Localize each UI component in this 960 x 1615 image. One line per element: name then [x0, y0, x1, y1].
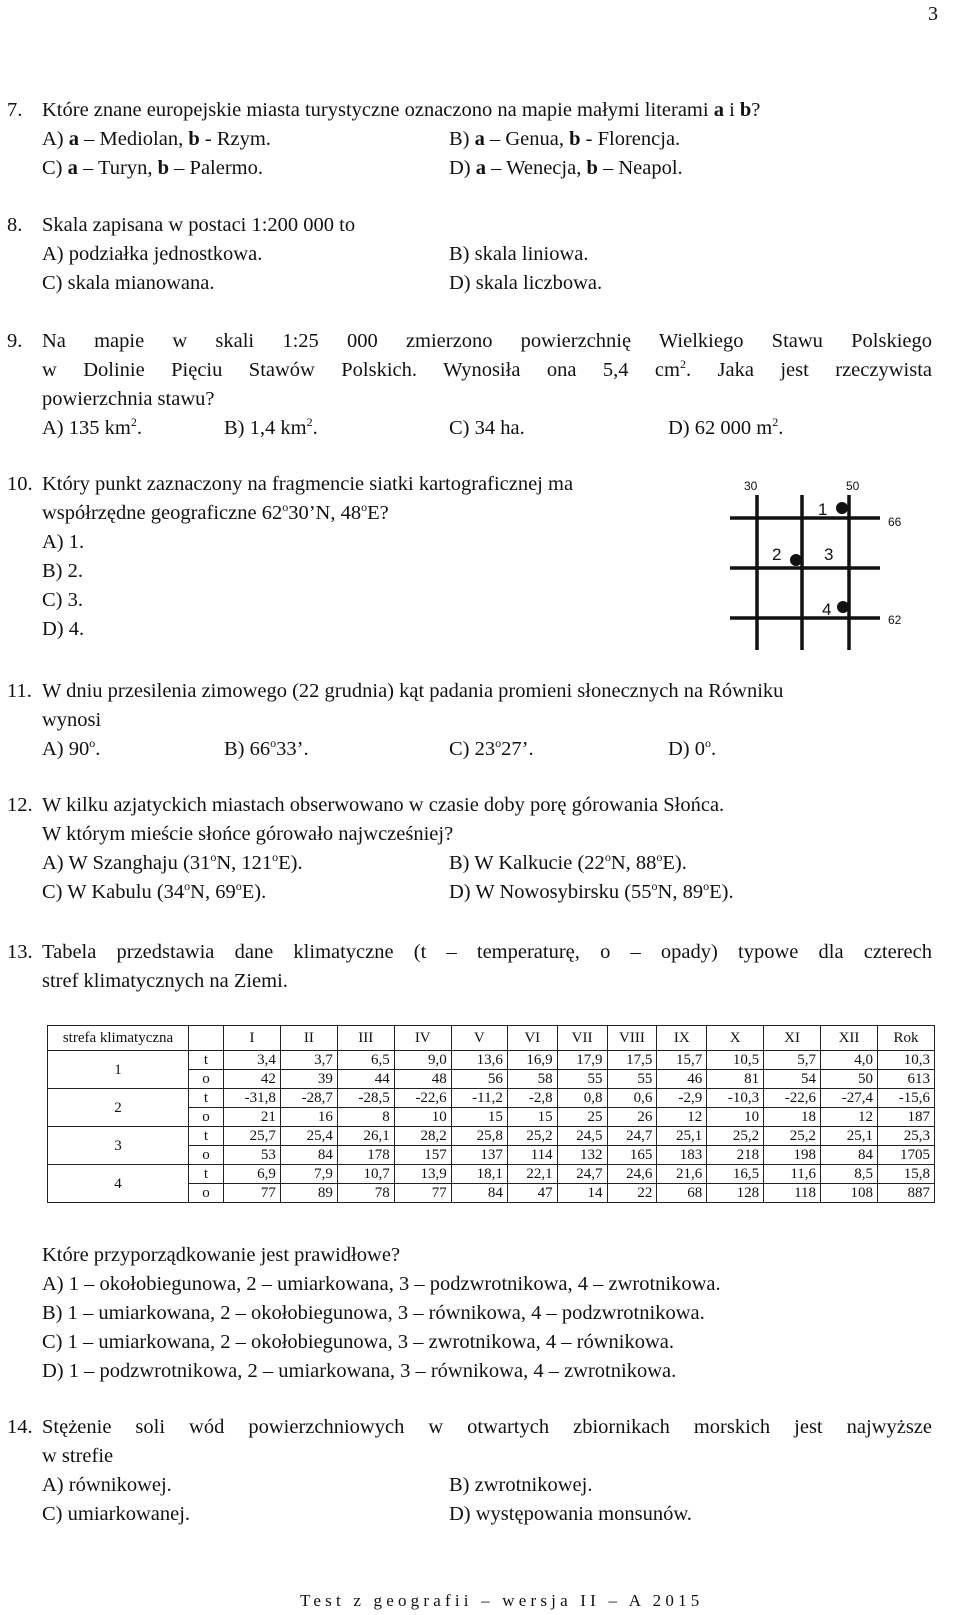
table-cell: -15,6 [877, 1089, 934, 1108]
option-d: D) 0$^o$. [668, 736, 717, 760]
table-cell: 53 [224, 1146, 281, 1165]
table-cell: 15 [507, 1108, 557, 1127]
option-d: D) 62 000 $m^2$. [668, 415, 784, 439]
table-cell: 887 [877, 1184, 934, 1203]
table-cell: 3,4 [224, 1051, 281, 1070]
point-4-label: 4 [822, 600, 832, 619]
table-cell: -2,9 [657, 1089, 707, 1108]
table-header-cell: VI [507, 1026, 557, 1051]
table-cell: 25,3 [877, 1127, 934, 1146]
point-2-marker [790, 554, 802, 566]
option-a: A) 1. [42, 531, 85, 553]
question-number: 9. [7, 330, 23, 352]
zone-number-cell: 1 [48, 1051, 189, 1089]
table-cell: 24,7 [557, 1165, 607, 1184]
option-b: B) a – Genua, b - Florencja. [449, 128, 681, 150]
table-cell: 613 [877, 1070, 934, 1089]
table-cell: -11,2 [451, 1089, 507, 1108]
table-cell: 22 [607, 1184, 657, 1203]
temperature-label-cell: t [189, 1165, 224, 1184]
table-row [48, 1165, 935, 1184]
option-c: C) umiarkowanej. [42, 1503, 191, 1525]
grid-label-right-top: 66 [888, 515, 902, 529]
precipitation-label-cell: o [189, 1070, 224, 1089]
table-cell: 25,2 [764, 1127, 821, 1146]
table-cell: 7,9 [280, 1165, 337, 1184]
table-cell: 12 [821, 1108, 878, 1127]
question-7 [7, 96, 932, 183]
table-cell: 58 [507, 1070, 557, 1089]
table-cell: 25,7 [224, 1127, 281, 1146]
question-text-line-1: W kilku azjatyckich miastach obserwowano w czasie doby porę górowania Słońca. [42, 794, 725, 816]
table-cell: -2,8 [507, 1089, 557, 1108]
option-d: D) 4. [42, 618, 85, 640]
grid-label-right-bottom: 62 [888, 613, 902, 627]
table-cell: 16,9 [507, 1051, 557, 1070]
question-number: 8. [7, 214, 23, 236]
table-cell: 132 [557, 1146, 607, 1165]
table-cell: 54 [764, 1070, 821, 1089]
point-1-label: 1 [818, 500, 828, 519]
table-cell: 183 [657, 1146, 707, 1165]
question-13-answers [36, 1241, 932, 1386]
question-11 [7, 677, 932, 764]
table-cell: 9,0 [394, 1051, 451, 1070]
table-cell: 55 [607, 1070, 657, 1089]
table-row [48, 1051, 935, 1070]
cartographic-grid-figure [730, 478, 930, 658]
question-number: 11. [7, 680, 32, 702]
table-cell: 24,5 [557, 1127, 607, 1146]
table-header-cell [189, 1026, 224, 1051]
question-text-line-1: Stężenie soli wód powierzchniowych w otwartych zbiornikach morskich jest najwyższe [42, 1416, 932, 1438]
page-footer: Test z geografii – wersja II – A 2015 [300, 1591, 704, 1610]
table-cell: -28,7 [280, 1089, 337, 1108]
table-cell: 26 [607, 1108, 657, 1127]
table-cell: 17,9 [557, 1051, 607, 1070]
table-cell: 78 [337, 1184, 394, 1203]
temperature-label-cell: t [189, 1051, 224, 1070]
table-cell: 15,8 [877, 1165, 934, 1184]
table-cell: 15,7 [657, 1051, 707, 1070]
question-text-line-1: Który punkt zaznaczony na fragmencie siatki kartograficznej ma [42, 473, 574, 495]
table-header-cell: VIII [607, 1026, 657, 1051]
table-cell: 25,1 [821, 1127, 878, 1146]
question-number: 13. [7, 941, 33, 963]
table-cell: 11,6 [764, 1165, 821, 1184]
table-cell: 187 [877, 1108, 934, 1127]
table-cell: 24,7 [607, 1127, 657, 1146]
table-cell: 25,8 [451, 1127, 507, 1146]
table-cell: 3,7 [280, 1051, 337, 1070]
table-cell: 0,6 [607, 1089, 657, 1108]
grid-lines [730, 495, 880, 650]
option-c: C) 1 – umiarkowana, 2 – okołobiegunowa, 3 – zwrotnikowa, 4 – równikowa. [42, 1331, 674, 1353]
table-header-cell: I [224, 1026, 281, 1051]
option-b: B) 66$^o$33’. [224, 736, 309, 760]
option-b: B) skala liniowa. [449, 243, 589, 265]
zone-number-cell: 2 [48, 1089, 189, 1127]
option-a: A) 135 $km^2$. [42, 415, 142, 439]
temperature-label-cell: t [189, 1127, 224, 1146]
option-b: B) zwrotnikowej. [449, 1474, 593, 1496]
table-cell: 8 [337, 1108, 394, 1127]
table-cell: 89 [280, 1184, 337, 1203]
point-3-label: 3 [824, 545, 834, 564]
table-cell: 16,5 [707, 1165, 764, 1184]
table-cell: -10,3 [707, 1089, 764, 1108]
table-cell: 26,1 [337, 1127, 394, 1146]
table-cell: 6,5 [337, 1051, 394, 1070]
option-c: C) a – Turyn, b – Palermo. [42, 157, 263, 179]
table-cell: 1705 [877, 1146, 934, 1165]
table-cell: 25,2 [507, 1127, 557, 1146]
temperature-label-cell: t [189, 1089, 224, 1108]
question-text-line-2: stref klimatycznych na Ziemi. [42, 970, 288, 992]
table-cell: 16 [280, 1108, 337, 1127]
question-13 [7, 938, 932, 996]
table-cell: 8,5 [821, 1165, 878, 1184]
option-c: C) W Kabulu (34$^o$N, 69$^o$E). [42, 879, 267, 903]
question-number: 7. [7, 99, 23, 121]
option-b: B) 1 – umiarkowana, 2 – okołobiegunowa, 3 – równikowa, 4 – podzwrotnikowa. [42, 1302, 705, 1324]
table-cell: 77 [224, 1184, 281, 1203]
table-cell: -22,6 [764, 1089, 821, 1108]
table-cell: 4,0 [821, 1051, 878, 1070]
table-cell: 128 [707, 1184, 764, 1203]
table-cell: 42 [224, 1070, 281, 1089]
question-prompt: Które przyporządkowanie jest prawidłowe? [42, 1244, 401, 1266]
question-number: 12. [7, 794, 33, 816]
precipitation-label-cell: o [189, 1108, 224, 1127]
table-cell: 68 [657, 1184, 707, 1203]
table-cell: 25,4 [280, 1127, 337, 1146]
table-cell: 44 [337, 1070, 394, 1089]
table-cell: 18 [764, 1108, 821, 1127]
table-header-cell: II [280, 1026, 337, 1051]
table-header-cell: VII [557, 1026, 607, 1051]
option-a: A) a – Mediolan, b - Rzym. [42, 128, 271, 150]
table-cell: 10,5 [707, 1051, 764, 1070]
table-cell: -28,5 [337, 1089, 394, 1108]
page-number: 3 [928, 3, 938, 25]
question-9 [7, 327, 932, 443]
table-cell: -31,8 [224, 1089, 281, 1108]
option-a: A) W Szanghaju (31$^o$N, 121$^o$E). [42, 850, 303, 874]
table-header-cell: strefa klimatyczna [48, 1026, 189, 1051]
option-d: D) 1 – podzwrotnikowa, 2 – umiarkowana, 3 – równikowa, 4 – zwrotnikowa. [42, 1360, 677, 1382]
question-number: 14. [7, 1416, 33, 1438]
option-a: A) 90$^o$. [42, 736, 101, 760]
zone-number-cell: 4 [48, 1165, 189, 1203]
option-d: D) skala liczbowa. [449, 272, 603, 294]
question-text: Skala zapisana w postaci 1:200 000 to [42, 214, 356, 236]
precipitation-label-cell: o [189, 1146, 224, 1165]
table-cell: 12 [657, 1108, 707, 1127]
table-cell: 77 [394, 1184, 451, 1203]
table-cell: 21,6 [657, 1165, 707, 1184]
precipitation-label-cell: o [189, 1184, 224, 1203]
table-cell: 17,5 [607, 1051, 657, 1070]
option-d: D) a – Wenecja, b – Neapol. [449, 157, 683, 179]
table-cell: 165 [607, 1146, 657, 1165]
point-4-marker [837, 601, 849, 613]
table-header-cell: Rok [877, 1026, 934, 1051]
table-cell: 55 [557, 1070, 607, 1089]
question-text-line-2: wynosi [42, 709, 102, 731]
option-a: A) podziałka jednostkowa. [42, 243, 263, 265]
table-cell: 157 [394, 1146, 451, 1165]
question-text-line-1: W dniu przesilenia zimowego (22 grudnia) kąt padania promieni słonecznych na Równiku [42, 680, 784, 702]
table-cell: 218 [707, 1146, 764, 1165]
question-14 [7, 1413, 932, 1529]
table-cell: 10 [707, 1108, 764, 1127]
table-header-cell: X [707, 1026, 764, 1051]
table-cell: 13,6 [451, 1051, 507, 1070]
table-cell: 18,1 [451, 1165, 507, 1184]
table-cell: 39 [280, 1070, 337, 1089]
option-b: B) 2. [42, 560, 83, 582]
table-row [48, 1127, 935, 1146]
option-c: C) 34 ha. [449, 417, 525, 439]
point-1-marker [836, 502, 848, 514]
grid-label-top-right: 50 [846, 479, 860, 493]
table-cell: 10,7 [337, 1165, 394, 1184]
table-cell: 13,9 [394, 1165, 451, 1184]
table-cell: 10 [394, 1108, 451, 1127]
option-c: C) skala mianowana. [42, 272, 215, 294]
table-header-cell: III [337, 1026, 394, 1051]
question-number: 10. [7, 473, 33, 495]
table-cell: 24,6 [607, 1165, 657, 1184]
table-cell: 25,1 [657, 1127, 707, 1146]
table-cell: -27,4 [821, 1089, 878, 1108]
question-text-line-1: Na mapie w skali 1:25 000 zmierzono powierzchnię Wielkiego Stawu Polskiego [42, 330, 932, 352]
table-cell: 10,3 [877, 1051, 934, 1070]
table-cell: 0,8 [557, 1089, 607, 1108]
question-text-line-2: współrzędne geograficzne 62$^o$30’N, 48$^o$E? [42, 500, 389, 524]
option-c: C) 23$^o$27’. [449, 736, 534, 760]
option-d: D) występowania monsunów. [449, 1503, 692, 1525]
option-a: A) 1 – okołobiegunowa, 2 – umiarkowana, 3 – podzwrotnikowa, 4 – zwrotnikowa. [42, 1273, 721, 1295]
climate-data-table [47, 1025, 935, 1203]
table-cell: 56 [451, 1070, 507, 1089]
question-text-line-2: w Dolinie Pięciu Stawów Polskich. Wynosiła ona 5,4 $cm^2$. Jaka jest rzeczywista [42, 357, 932, 381]
question-12 [7, 791, 932, 907]
table-cell: 6,9 [224, 1165, 281, 1184]
question-text-line-2: W którym mieście słońce górowało najwcześniej? [42, 823, 454, 845]
question-text-line-2: w strefie [42, 1445, 114, 1467]
option-b: B) W Kalkucie (22$^o$N, 88$^o$E). [449, 850, 687, 874]
table-row [48, 1089, 935, 1108]
table-cell: 25 [557, 1108, 607, 1127]
table-cell: 15 [451, 1108, 507, 1127]
table-cell: 137 [451, 1146, 507, 1165]
table-cell: 25,2 [707, 1127, 764, 1146]
table-header-cell: XII [821, 1026, 878, 1051]
table-cell: 108 [821, 1184, 878, 1203]
table-cell: 84 [821, 1146, 878, 1165]
table-cell: 84 [451, 1184, 507, 1203]
question-8 [7, 211, 932, 298]
table-cell: 5,7 [764, 1051, 821, 1070]
table-header-cell: IV [394, 1026, 451, 1051]
zone-number-cell: 3 [48, 1127, 189, 1165]
table-cell: 22,1 [507, 1165, 557, 1184]
table-cell: 178 [337, 1146, 394, 1165]
table-cell: 14 [557, 1184, 607, 1203]
grid-label-top-left: 30 [744, 479, 758, 493]
option-d: D) W Nowosybirsku (55$^o$N, 89$^o$E). [449, 879, 734, 903]
option-a: A) równikowej. [42, 1474, 172, 1496]
table-header-cell: XI [764, 1026, 821, 1051]
table-cell: 21 [224, 1108, 281, 1127]
table-cell: 114 [507, 1146, 557, 1165]
table-cell: 84 [280, 1146, 337, 1165]
table-cell: 50 [821, 1070, 878, 1089]
question-text-line-1: Tabela przedstawia dane klimatyczne (t – temperaturę, o – opady) typowe dla czterech [42, 941, 932, 963]
table-cell: 81 [707, 1070, 764, 1089]
table-cell: -22,6 [394, 1089, 451, 1108]
table-cell: 47 [507, 1184, 557, 1203]
table-cell: 28,2 [394, 1127, 451, 1146]
table-header-row [48, 1026, 935, 1051]
table-header-cell: IX [657, 1026, 707, 1051]
option-b: B) 1,4 $km^2$. [224, 415, 318, 439]
table-header-cell: V [451, 1026, 507, 1051]
table-cell: 198 [764, 1146, 821, 1165]
table-cell: 118 [764, 1184, 821, 1203]
table-cell: 48 [394, 1070, 451, 1089]
question-text-line-3: powierzchnia stawu? [42, 388, 215, 410]
table-cell: 46 [657, 1070, 707, 1089]
option-c: C) 3. [42, 589, 83, 611]
point-2-label: 2 [772, 545, 782, 564]
question-text: Które znane europejskie miasta turystyczne oznaczono na mapie małymi literami a i b? [42, 99, 761, 121]
